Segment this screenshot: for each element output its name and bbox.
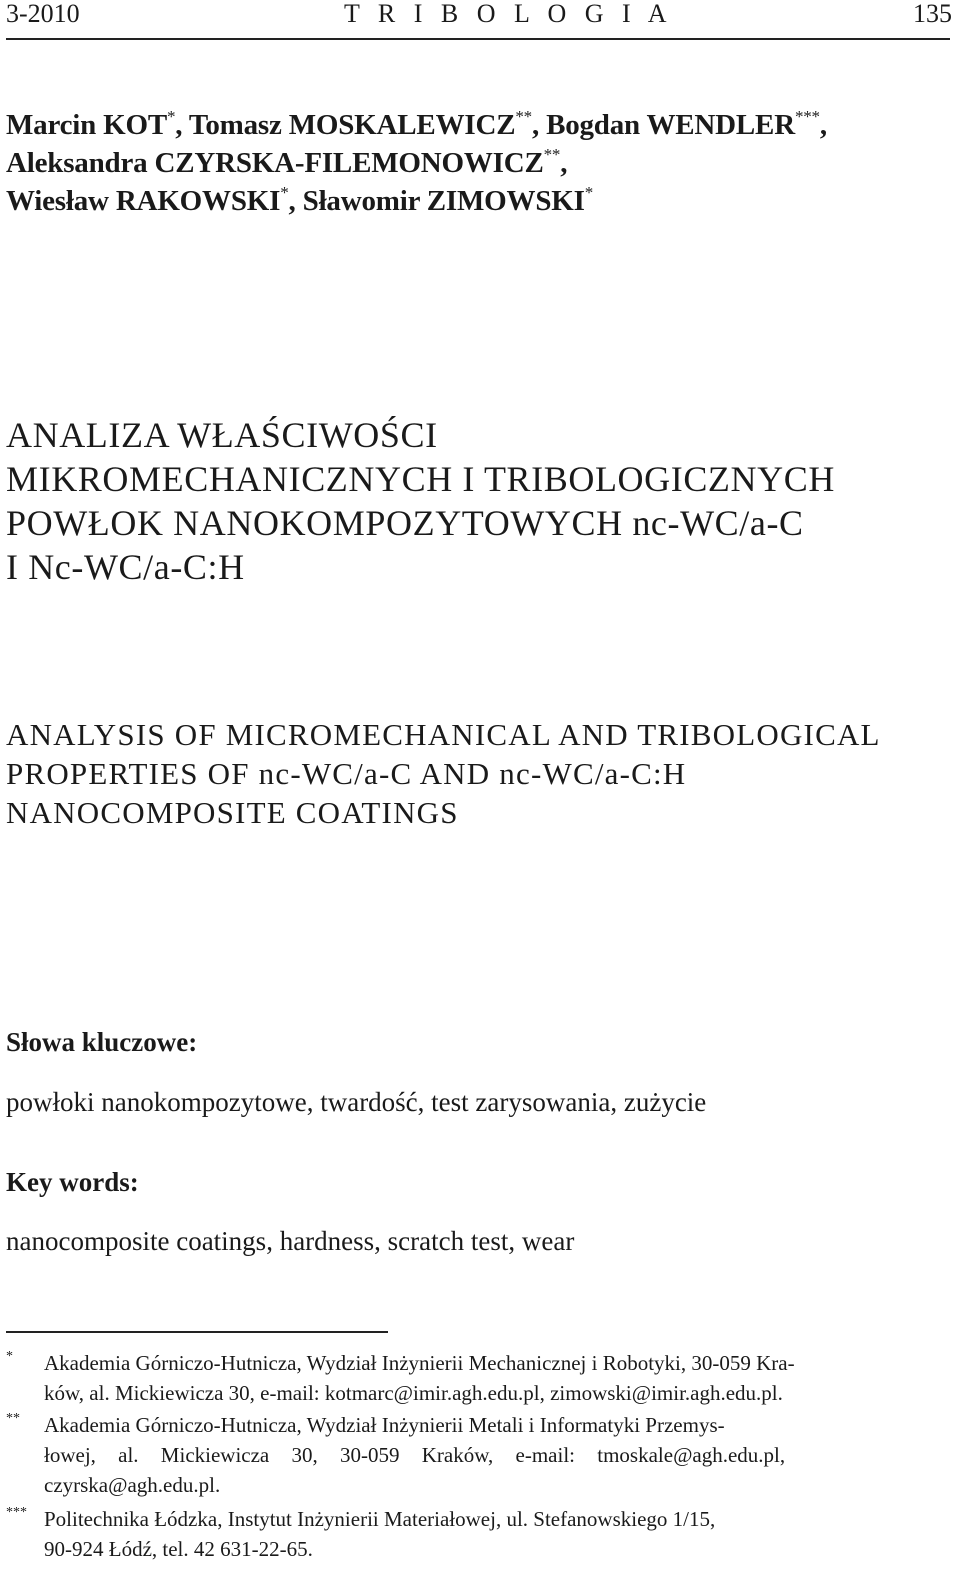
- author-separator: ,: [175, 109, 189, 141]
- author-name: Aleksandra CZYRSKA-FILEMONOWICZ: [6, 147, 544, 179]
- footnote-text: Akademia Górniczo-Hutnicza, Wydział Inżynierii Metali i Informatyki Przemys-: [44, 1413, 725, 1437]
- footnote: [6, 1504, 950, 1564]
- title-line: POWŁOK NANOKOMPOZYTOWYCH nc-WC/a-C: [6, 503, 804, 543]
- author-separator: ,: [560, 147, 568, 179]
- author-separator: ,: [819, 109, 827, 141]
- footnote-mark: ***: [6, 1505, 27, 1520]
- title-line: ANALYSIS OF MICROMECHANICAL AND TRIBOLOGICAL: [6, 717, 881, 752]
- keywords-en-heading: Key words:: [6, 1167, 139, 1197]
- author-line: [6, 144, 827, 182]
- footnote-text: Akademia Górniczo-Hutnicza, Wydział Inżynierii Mechanicznej i Robotyki, 30-059 Kra-: [44, 1351, 795, 1375]
- footnote: [6, 1348, 950, 1408]
- author-name: Wiesław RAKOWSKI: [6, 185, 281, 217]
- title-line: ANALIZA WŁAŚCIWOŚCI: [6, 415, 438, 455]
- author-list: [6, 106, 827, 220]
- affiliation-mark: *: [280, 183, 289, 202]
- author-line: [6, 106, 827, 144]
- author-name: Sławomir ZIMOWSKI: [302, 185, 585, 217]
- affiliation-mark: **: [543, 145, 561, 164]
- footnote-text: ków, al. Mickiewicza 30, e-mail: kotmarc@imir.agh.edu.pl, zimowski@imir.agh.edu.pl.: [44, 1381, 783, 1405]
- affiliation-mark: **: [515, 107, 532, 126]
- header-rule: [6, 38, 950, 40]
- footnote-text: 90-924 Łódź, tel. 42 631-22-65.: [44, 1537, 313, 1561]
- author-name: Bogdan WENDLER: [546, 109, 795, 141]
- title-line: NANOCOMPOSITE COATINGS: [6, 795, 459, 830]
- author-name: Marcin KOT: [6, 109, 167, 141]
- affiliation-mark: ***: [794, 107, 820, 126]
- journal-name: T R I B O L O G I A: [344, 0, 673, 28]
- author-line: [6, 182, 827, 220]
- author-separator: ,: [288, 185, 303, 217]
- title-line: PROPERTIES OF nc-WC/a-C AND nc-WC/a-C:H: [6, 756, 687, 791]
- author-separator: ,: [531, 109, 547, 141]
- author-name: Tomasz MOSKALEWICZ: [188, 109, 516, 141]
- footnote-text: czyrska@agh.edu.pl.: [44, 1473, 221, 1497]
- footnote-text: Politechnika Łódzka, Instytut Inżynierii Materiałowej, ul. Stefanowskiego 1/15,: [44, 1507, 716, 1531]
- footnote-mark: *: [6, 1349, 13, 1364]
- title-line: MIKROMECHANICZNYCH I TRIBOLOGICZNYCH: [6, 459, 835, 499]
- footnote-mark: **: [6, 1411, 20, 1426]
- page-number: 135: [913, 0, 952, 28]
- keywords-en-text: nanocomposite coatings, hardness, scratch test, wear: [6, 1226, 575, 1256]
- title-polish: [6, 413, 835, 589]
- title-line: I Nc-WC/a-C:H: [6, 547, 245, 587]
- affiliation-mark: *: [584, 183, 594, 202]
- keywords-pl-text: powłoki nanokompozytowe, twardość, test zarysowania, zużycie: [6, 1087, 707, 1117]
- footnote-text: łowej, al. Mickiewicza 30, 30-059 Kraków, e-mail: tmoskale@agh.edu.pl,: [44, 1443, 786, 1467]
- keywords-pl-heading: Słowa kluczowe:: [6, 1027, 198, 1057]
- affiliation-mark: *: [166, 107, 176, 126]
- title-english: [6, 715, 881, 832]
- footnote: [6, 1410, 950, 1500]
- footnote-rule: [6, 1331, 388, 1333]
- issue-number: 3-2010: [6, 0, 80, 28]
